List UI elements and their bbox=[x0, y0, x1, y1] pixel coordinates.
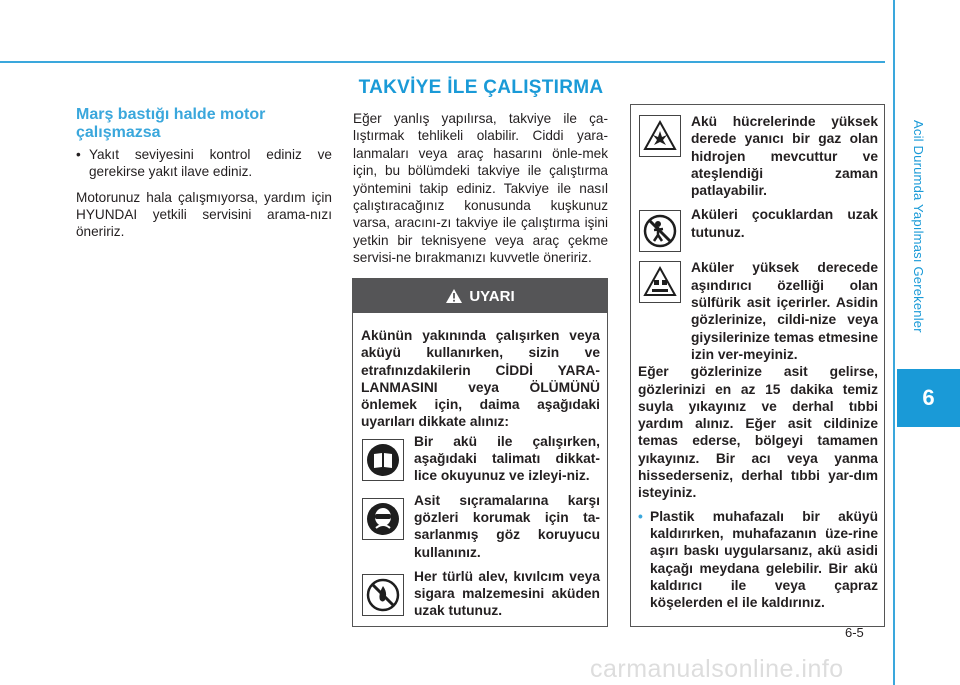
left-paragraph: Motorunuz hala çalışmıyorsa, yardım için HYUNDAI yetkili servisini arama-nızı öneririz. bbox=[76, 189, 332, 240]
warning-item bbox=[361, 492, 600, 561]
warning-item bbox=[361, 433, 600, 485]
battery-warning-text: Aküleri çocuklardan uzak tutunuz. bbox=[691, 207, 878, 240]
side-divider bbox=[893, 0, 895, 685]
warning-box bbox=[352, 278, 608, 627]
warning-item bbox=[361, 568, 600, 620]
acid-first-aid-paragraph: Eğer gözlerinize asit gelirse, gözlerinizi en az 15 dakika temiz suyla yıkayınız ve derhal tıbbi yardım alınız. Eğer asit cildinize temas ederse, bölgeyi tamamen yıkayınız. Bir acı veya yanma hissederseniz, derhal tıbbi yar-dım isteyiniz. bbox=[638, 364, 878, 501]
corrosive-acid-icon bbox=[643, 265, 677, 299]
chapter-number-tab: 6 bbox=[897, 369, 960, 427]
warning-title: UYARI bbox=[469, 287, 515, 305]
chapter-side-label: Acil Durumda Yapılması Gerekenler bbox=[911, 120, 926, 333]
warning-item-text: Bir akü ile çalışırken, aşağıdaki talimatı dikkat-lice okuyunuz ve izleyi-niz. bbox=[414, 433, 600, 484]
keep-children-away-icon bbox=[643, 214, 677, 248]
battery-warning-item bbox=[638, 259, 878, 363]
section-title: TAKVİYE İLE ÇALIŞTIRMA bbox=[358, 77, 604, 98]
battery-warning-item bbox=[638, 113, 878, 199]
battery-warning-body bbox=[631, 105, 884, 611]
warning-body bbox=[353, 313, 607, 620]
top-divider bbox=[0, 61, 885, 63]
page-number: 6-5 bbox=[845, 625, 864, 640]
battery-warning-item bbox=[638, 206, 878, 252]
warning-intro: Akünün yakınında çalışırken veya aküyü kullanırken, sizin ve etrafınızdakilerin CİDDİ YARA-LANMASINI veya ÖLÜMÜNÜ önlemek için, daima aşağıdaki uyarıları dikkate alınız: bbox=[361, 328, 600, 430]
warning-header bbox=[353, 279, 607, 313]
battery-lifting-bullet: • Plastik muhafazalı bir aküyü kaldırırken, muhafazanın üze-rine aşırı baskı uygularsanız, akü asidi kaçağı meydana gelebilir. Bir akü kaldırıcı ile veya çapraz köşelerden el ile kaldırınız. bbox=[638, 508, 878, 612]
left-column bbox=[76, 146, 332, 248]
no-flame-icon bbox=[366, 578, 400, 612]
left-heading: Marş bastığı halde motor çalışmazsa bbox=[76, 106, 266, 141]
left-bullet: • Yakıt seviyesini kontrol ediniz ve gerekirse yakıt ilave ediniz. bbox=[76, 146, 332, 181]
warning-item-text: Asit sıçramalarına karşı gözleri korumak için ta-sarlanmış göz koruyucu kullanınız. bbox=[414, 492, 600, 560]
explosive-gas-icon bbox=[643, 119, 677, 153]
battery-warning-text: Akü hücrelerinde yüksek derede yanıcı bir gaz olan hidrojen mevcuttur ve ateşlendiği zaman patlayabilir. bbox=[691, 114, 878, 199]
warning-item-text: Her türlü alev, kıvılcım veya sigara malzemesini aküden uzak tutunuz. bbox=[414, 568, 600, 619]
eye-protection-icon bbox=[366, 502, 400, 536]
warning-triangle-icon bbox=[445, 288, 463, 304]
footer-watermark: carmanualsonline.info bbox=[590, 655, 844, 683]
battery-warning-box bbox=[630, 104, 885, 627]
middle-paragraph: Eğer yanlış yapılırsa, takviye ile ça-lıştırmak tehlikeli olabilir. Ciddi yara-lanmaları veya araç hasarını önle-mek için, bu bölümdeki takviye ile çalıştırma yöntemini takip ediniz. Takviye ile nasıl çalıştıracağınız konusunda kuşkunuz varsa, aracını-zı takviye ile çalıştırma işini yetkin bir teknisyene veya araç çekme servisi-ne bırakmanızı kuvvetle öneririz. bbox=[353, 111, 608, 266]
battery-warning-text: Aküler yüksek derecede aşındırıcı özelliği olan sülfürik asit içerirler. Asidin gözlerinize, cildi-nize veya giysilerinize temas etmesine izin ver-meyiniz. bbox=[691, 260, 878, 362]
manual-book-icon bbox=[366, 443, 400, 477]
